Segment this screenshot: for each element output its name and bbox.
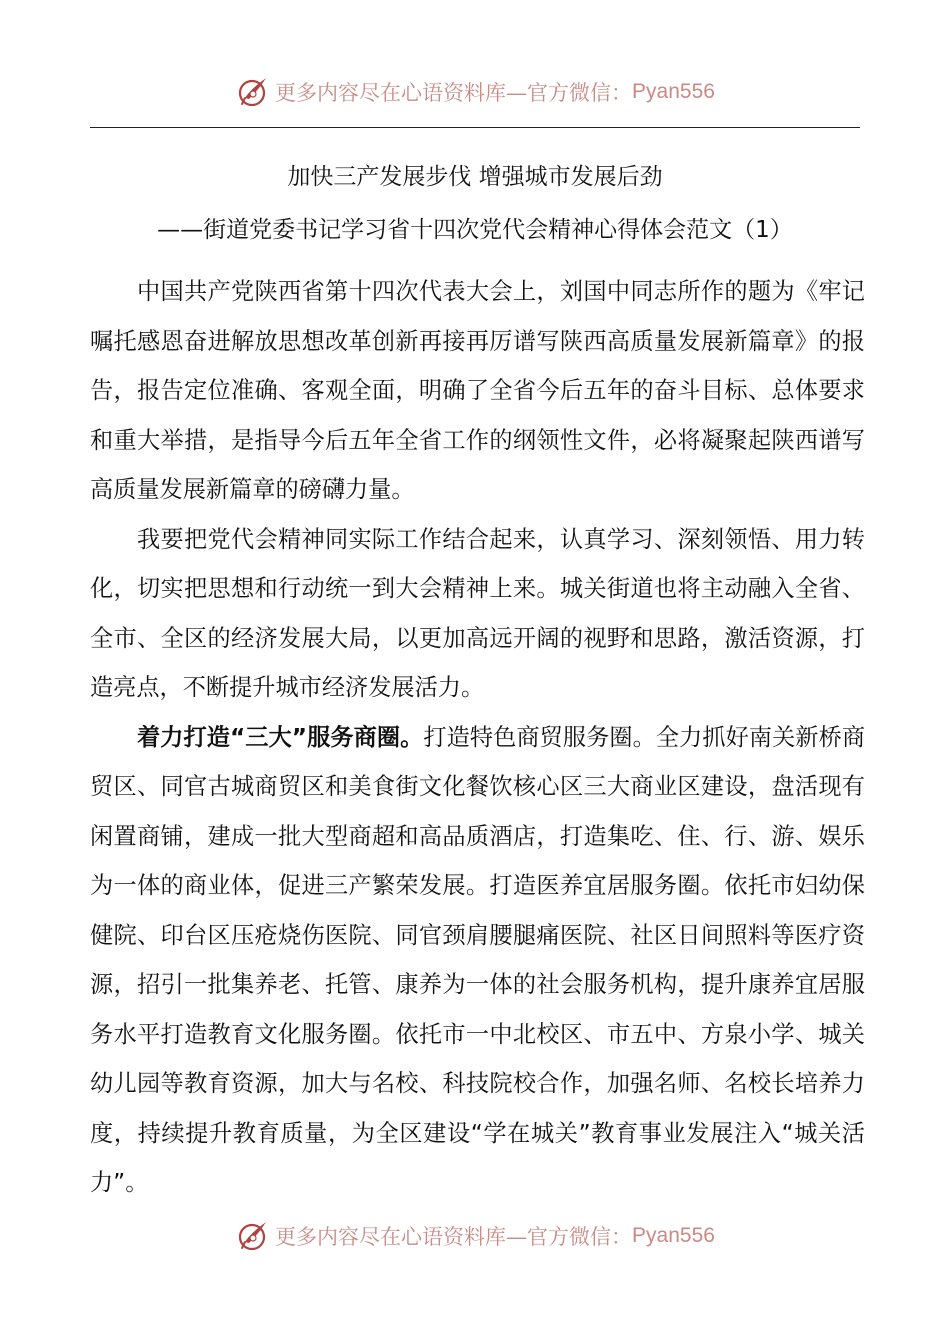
quill-logo-icon <box>235 74 271 110</box>
paragraph-lead: 着力打造“三大”服务商圈。 <box>137 723 424 751</box>
document-title: 加快三产发展步伐 增强城市发展后劲 <box>287 164 663 190</box>
watermark-text: 更多内容尽在心语资料库—官方微信： <box>275 1225 633 1249</box>
paragraph-text: 打造特色商贸服务圈。全力抓好南关新桥商贸区、同官古城商贸区和美食街文化餐饮核心区三大商业区建设，盘活现有闲置商铺，建成一批大型商超和高品质酒店，打造集吃、住、行、游、娱乐为一体的商业体，促进三产繁荣发展。打造医养宜居服务圈。依托市妇幼保健院、印台区压疮烧伤医院、同官颈肩腰腿痛医院、社区日间照料等医疗资源，招引一批集养老、托管、康养为一体的社会服务机构，提升康养宜居服务水平打造教育文化服务圈。依托市一中北校区、市五中、方泉小学、城关幼儿园等教育资源，加大与名校、科技院校合作，加强名师、名校长培养力度，持续提升教育质量，为全区建设“学在城关”教育事业发展注入“城关活力”。 <box>90 723 866 1196</box>
paragraph-text: 我要把党代会精神同实际工作结合起来，认真学习、深刻领悟、用力转化，切实把思想和行动统一到大会精神上来。城关街道也将主动融入全省、全市、全区的经济发展大局，以更加高远开阔的视野和思路，激活资源，打造亮点，不断提升城市经济发展活力。 <box>90 525 865 701</box>
paragraph-1 <box>90 267 865 515</box>
document-body <box>90 267 865 1208</box>
paragraph-text: 中国共产党陕西省第十四次代表大会上，刘国中同志所作的题为《牢记嘱托感恩奋进解放思想改革创新再接再厉谱写陕西高质量发展新篇章》的报告，报告定位准确、客观全面，明确了全省今后五年的奋斗目标、总体要求和重大举措，是指导今后五年全省工作的纲领性文件，必将凝聚起陕西谱写高质量发展新篇章的磅礴力量。 <box>90 278 865 503</box>
watermark-handle: Pyan556 <box>632 80 715 103</box>
paragraph-2 <box>90 515 865 713</box>
footer-watermark <box>0 1216 950 1256</box>
quill-logo-icon <box>235 1218 271 1254</box>
watermark-handle: Pyan556 <box>632 1224 715 1247</box>
header-watermark <box>0 72 950 112</box>
paragraph-3 <box>90 713 865 1208</box>
header-divider <box>90 127 860 128</box>
document-subtitle: ——街道党委书记学习省十四次党代会精神心得体会范文（1） <box>157 217 793 243</box>
watermark-text: 更多内容尽在心语资料库—官方微信： <box>275 81 633 105</box>
